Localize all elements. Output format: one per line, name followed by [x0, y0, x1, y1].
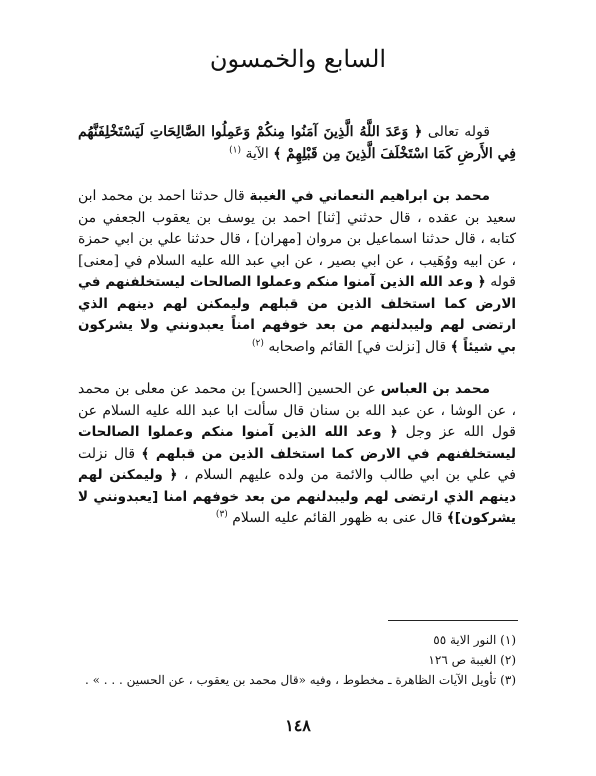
verse-suffix: الآية: [245, 145, 269, 162]
footnotes: [78, 630, 516, 690]
paragraph-2: [78, 186, 516, 358]
para1-intro: قوله تعالى: [422, 124, 490, 140]
footnote-1: (١) النور الاية ٥٥: [433, 633, 516, 647]
footnote-2: (٢) الغيبة ص ١٢٦: [428, 653, 516, 667]
footnote-divider: [388, 620, 518, 621]
footnote-ref-1: (١): [229, 144, 241, 155]
footnote-ref-2: (٢): [252, 337, 264, 348]
paragraph-3: [78, 379, 516, 530]
narrator-name: محمد بن ابراهيم النعماني في الغيبة: [249, 188, 491, 204]
chapter-title: السابع والخمسون: [209, 45, 387, 73]
paragraph-1: [78, 122, 516, 165]
isnad-text: قال حدثنا احمد بن محمد ابن سعيد بن عقده ، قال حدثني [ثنا] احمد بن يوسف بن يعقوب الجعفي من كتابه ، قال حدثنا اسماعيل بن مروان [مهران] ، قال حدثنا علي بن ابي حمزة ، عن ابيه ووُهَيب ، عن ابي بصير ، عن ابي عبد الله عليه السلام في [معنى] قوله: [78, 188, 516, 290]
narrator-name: محمد بن العباس: [380, 381, 490, 397]
quran-verse: ﴿ وَعَدَ اللَّهُ الَّذِينَ آمَنُوا مِنكُمْ وَعَمِلُوا الصَّالِحَاتِ لَيَسْتَخْلِفَنَّهُم فِي الأَرضِ كَمَا اسْتَخْلَفَ الَّذِينَ مِن قَبْلِهِمْ ﴾: [78, 124, 516, 162]
body-text: [78, 122, 516, 551]
quoted-verse: ﴿ وعد الله الذين آمنوا منكم وعملوا الصالحات ليستخلفنهم في الارض كما استخلف الذين من قبلهم ﴾: [78, 424, 517, 462]
footnote-3: (٣) تأويل الآيات الظاهرة ـ مخطوط ، وفيه «قال محمد بن يعقوب ، عن الحسين . . . » .: [85, 673, 516, 687]
quoted-verse: ﴿ وليمكنن لهم دينهم الذي ارتضى لهم وليبدلنهم من بعد خوفهم امنا [يعبدونني لا يشركون]﴾: [78, 467, 516, 526]
isnad-text: عن الحسين [الحسن] بن محمد عن معلى بن محمد ، عن الوشا ، عن عبد الله بن سنان قال سألت ابا عبد الله عليه السلام عن قول الله عز وجل: [78, 381, 516, 440]
page-number: ١٤٨: [285, 716, 311, 735]
commentary-text: قال نزلت في علي بن ابي طالب والائمة من ولده عليهم السلام ،: [78, 445, 516, 483]
quoted-verse: ﴿ وعد الله الذين آمنوا منكم وعملوا الصالحات ليستخلفنهم في الارض كما استخلف الذين من قبلهم وليمكنن لهم دينهم الذي ارتضى لهم وليبدلنهم من بعد خوفهم امناً يعبدونني ولا يشركون بي شيئاً ﴾: [78, 274, 516, 355]
footnote-ref-3: (٣): [215, 509, 228, 520]
commentary-text: قال [نزلت في] القائم واصحابه: [268, 338, 447, 355]
commentary-text: قال عنى به ظهور القائم عليه السلام: [232, 510, 443, 526]
